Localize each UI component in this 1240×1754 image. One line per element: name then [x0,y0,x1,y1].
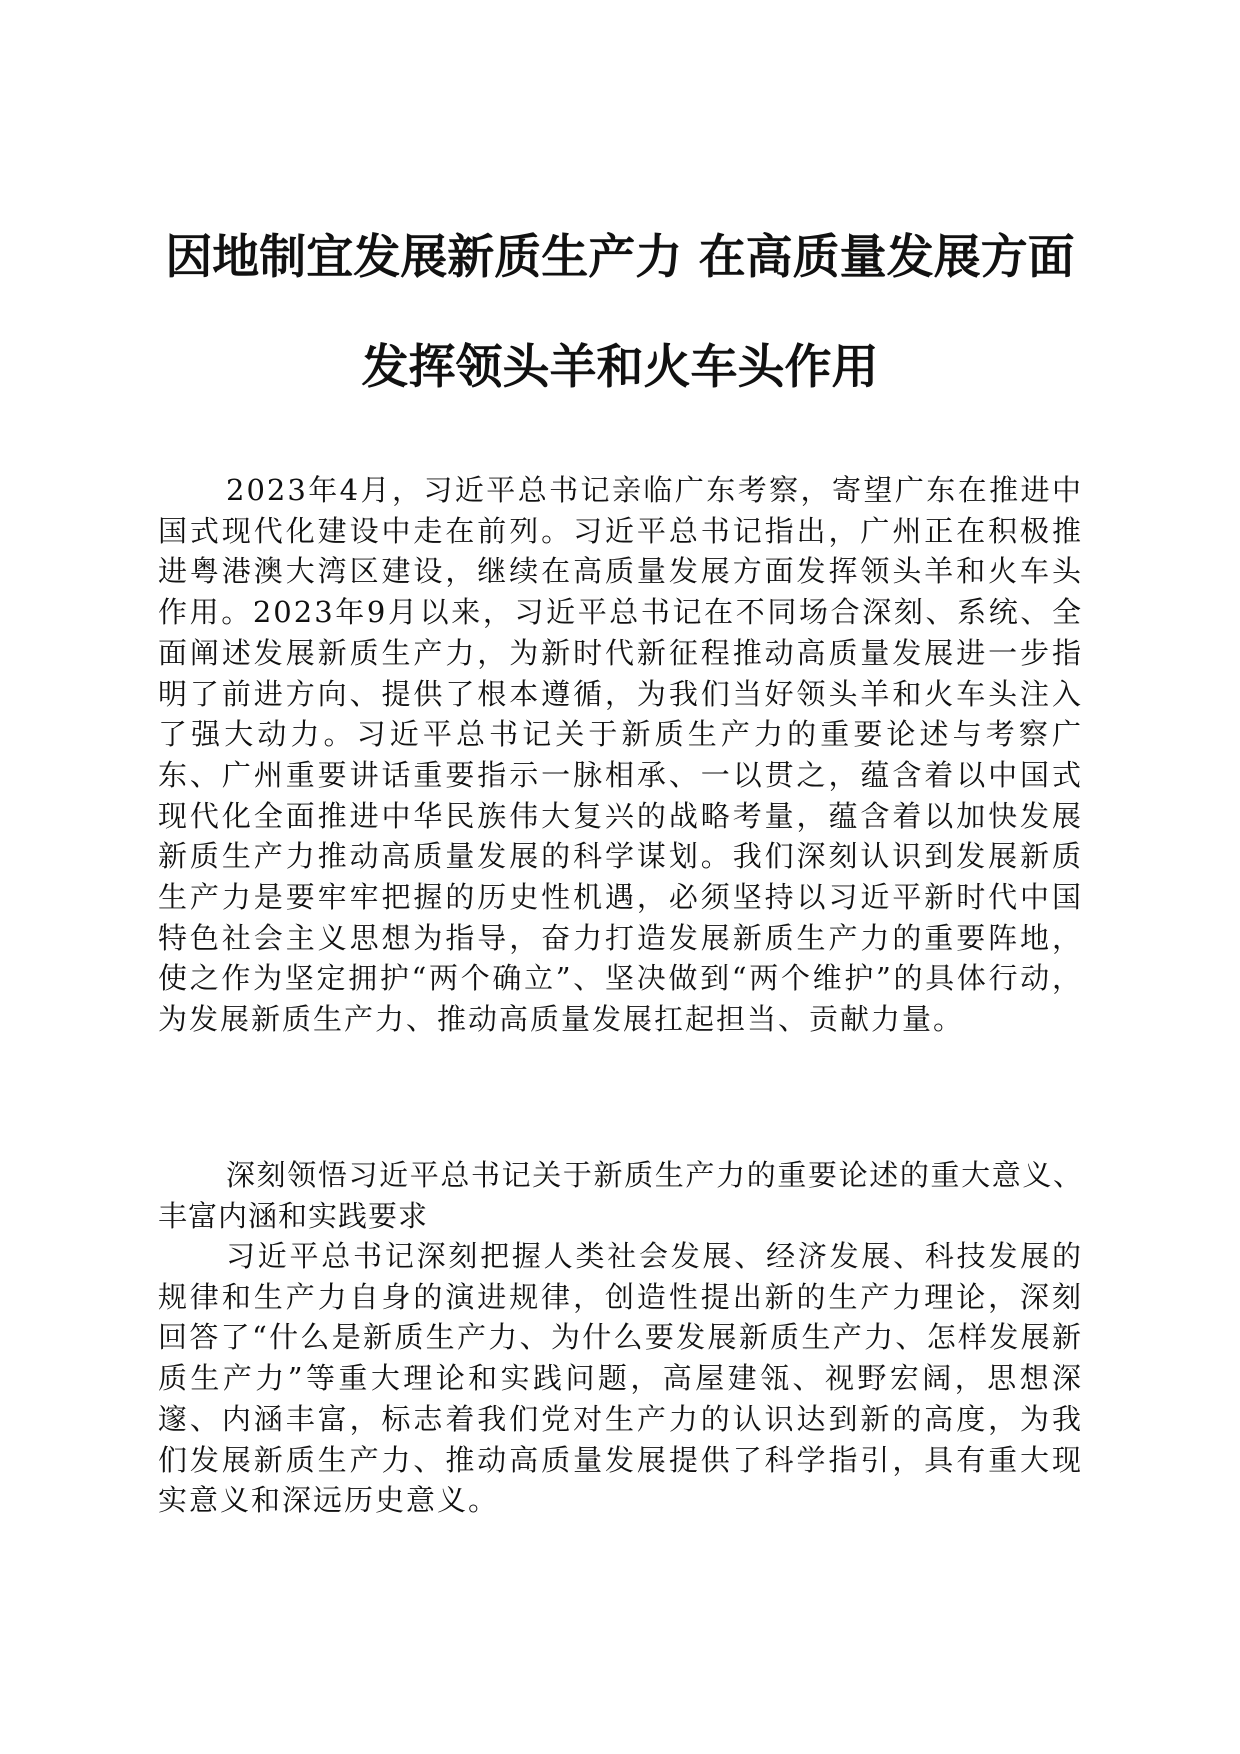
document-title-line-1: 因地制宜发展新质生产力 在高质量发展方面 [165,230,1075,285]
body-paragraph-1: 2023年4月，习近平总书记亲临广东考察，寄望广东在推进中国式现代化建设中走在前列。习近平总书记指出，广州正在积极推进粤港澳大湾区建设，继续在高质量发展方面发挥领头羊和火车头作用。2023年9月以来，习近平总书记在不同场合深刻、系统、全面阐述发展新质生产力，为新时代新征程推动高质量发展进一步指明了前进方向、提供了根本遵循，为我们当好领头羊和火车头注入了强大动力。习近平总书记关于新质生产力的重要论述与考察广东、广州重要讲话重要指示一脉相承、一以贯之，蕴含着以中国式现代化全面推进中华民族伟大复兴的战略考量，蕴含着以加快发展新质生产力推动高质量发展的科学谋划。我们深刻认识到发展新质生产力是要牢牢把握的历史性机遇，必须坚持以习近平新时代中国特色社会主义思想为指导，奋力打造发展新质生产力的重要阵地，使之作为坚定拥护“两个确立”、坚决做到“两个维护”的具体行动，为发展新质生产力、推动高质量发展扛起担当、贡献力量。 [158,473,1083,1037]
body-paragraph-2: 习近平总书记深刻把握人类社会发展、经济发展、科技发展的规律和生产力自身的演进规律，创造性提出新的生产力理论，深刻回答了“什么是新质生产力、为什么要发展新质生产力、怎样发展新质生产力”等重大理论和实践问题，高屋建瓴、视野宏阔，思想深邃、内涵丰富，标志着我们党对生产力的认识达到新的高度，为我们发展新质生产力、推动高质量发展提供了科学指引，具有重大现实意义和深远历史意义。 [158,1239,1083,1518]
section-heading: 深刻领悟习近平总书记关于新质生产力的重要论述的重大意义、丰富内涵和实践要求 [158,1158,1083,1233]
document-title-line-2: 发挥领头羊和火车头作用 [361,340,879,395]
